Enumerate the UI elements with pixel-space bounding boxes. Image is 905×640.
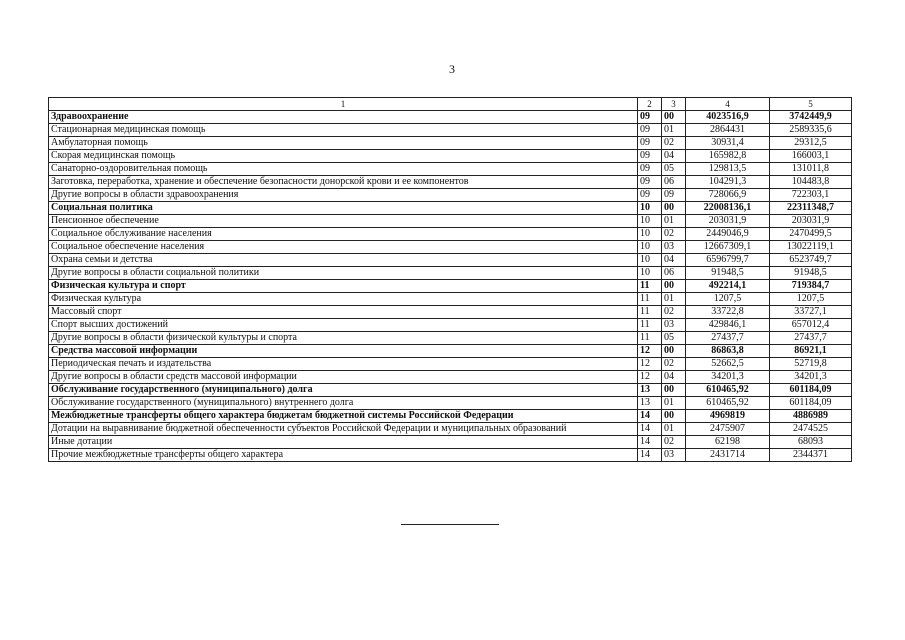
subsection-code-cell: 01 — [662, 423, 686, 436]
table-row — [49, 319, 852, 332]
value-col5-cell: 104483,8 — [770, 176, 852, 189]
column-header-2: 2 — [638, 98, 662, 111]
subsection-code-cell: 02 — [662, 228, 686, 241]
row-name-cell: Охрана семьи и детства — [49, 254, 638, 267]
value-col5-cell: 2589335,6 — [770, 124, 852, 137]
table-row — [49, 111, 852, 124]
table-row — [49, 436, 852, 449]
table-row — [49, 189, 852, 202]
section-code-cell: 11 — [638, 306, 662, 319]
value-col5-cell: 601184,09 — [770, 397, 852, 410]
value-col5-cell: 33727,1 — [770, 306, 852, 319]
subsection-code-cell: 05 — [662, 332, 686, 345]
value-col4-cell: 129813,5 — [686, 163, 770, 176]
value-col4-cell: 86863,8 — [686, 345, 770, 358]
row-name-cell: Другие вопросы в области средств массовой информации — [49, 371, 638, 384]
row-name-cell: Социальное обслуживание населения — [49, 228, 638, 241]
subsection-code-cell: 06 — [662, 267, 686, 280]
section-code-cell: 13 — [638, 397, 662, 410]
subsection-code-cell: 01 — [662, 293, 686, 306]
value-col5-cell: 22311348,7 — [770, 202, 852, 215]
value-col5-cell: 91948,5 — [770, 267, 852, 280]
value-col4-cell: 1207,5 — [686, 293, 770, 306]
section-code-cell: 10 — [638, 241, 662, 254]
row-name-cell: Массовый спорт — [49, 306, 638, 319]
value-col5-cell: 3742449,9 — [770, 111, 852, 124]
section-code-cell: 10 — [638, 202, 662, 215]
value-col4-cell: 2475907 — [686, 423, 770, 436]
section-code-cell: 09 — [638, 111, 662, 124]
table-row — [49, 332, 852, 345]
value-col4-cell: 34201,3 — [686, 371, 770, 384]
table-row — [49, 358, 852, 371]
value-col5-cell: 131011,8 — [770, 163, 852, 176]
value-col4-cell: 91948,5 — [686, 267, 770, 280]
table-row — [49, 293, 852, 306]
row-name-cell: Амбулаторная помощь — [49, 137, 638, 150]
value-col5-cell: 719384,7 — [770, 280, 852, 293]
section-code-cell: 09 — [638, 137, 662, 150]
subsection-code-cell: 06 — [662, 176, 686, 189]
table-row — [49, 306, 852, 319]
value-col4-cell: 2431714 — [686, 449, 770, 462]
value-col5-cell: 657012,4 — [770, 319, 852, 332]
value-col4-cell: 728066,9 — [686, 189, 770, 202]
section-code-cell: 12 — [638, 345, 662, 358]
value-col5-cell: 29312,5 — [770, 137, 852, 150]
section-code-cell: 09 — [638, 124, 662, 137]
section-code-cell: 10 — [638, 215, 662, 228]
subsection-code-cell: 00 — [662, 345, 686, 358]
section-code-cell: 14 — [638, 449, 662, 462]
value-col4-cell: 12667309,1 — [686, 241, 770, 254]
table-row — [49, 254, 852, 267]
value-col5-cell: 722303,1 — [770, 189, 852, 202]
table-row — [49, 150, 852, 163]
table-row — [49, 410, 852, 423]
subsection-code-cell: 09 — [662, 189, 686, 202]
table-row — [49, 280, 852, 293]
table-row — [49, 215, 852, 228]
subsection-code-cell: 02 — [662, 358, 686, 371]
value-col4-cell: 2864431 — [686, 124, 770, 137]
section-code-cell: 13 — [638, 384, 662, 397]
row-name-cell: Социальная политика — [49, 202, 638, 215]
value-col4-cell: 52662,5 — [686, 358, 770, 371]
subsection-code-cell: 02 — [662, 306, 686, 319]
row-name-cell: Заготовка, переработка, хранение и обеспечение безопасности донорской крови и ее компонентов — [49, 176, 638, 189]
section-code-cell: 14 — [638, 410, 662, 423]
section-code-cell: 10 — [638, 254, 662, 267]
value-col4-cell: 610465,92 — [686, 397, 770, 410]
subsection-code-cell: 04 — [662, 150, 686, 163]
row-name-cell: Иные дотации — [49, 436, 638, 449]
subsection-code-cell: 03 — [662, 449, 686, 462]
section-code-cell: 11 — [638, 332, 662, 345]
section-code-cell: 11 — [638, 280, 662, 293]
subsection-code-cell: 04 — [662, 371, 686, 384]
row-name-cell: Здравоохранение — [49, 111, 638, 124]
subsection-code-cell: 01 — [662, 397, 686, 410]
value-col4-cell: 610465,92 — [686, 384, 770, 397]
subsection-code-cell: 03 — [662, 241, 686, 254]
column-header-4: 4 — [686, 98, 770, 111]
table-row — [49, 124, 852, 137]
table-row — [49, 137, 852, 150]
subsection-code-cell: 00 — [662, 410, 686, 423]
value-col5-cell: 1207,5 — [770, 293, 852, 306]
value-col4-cell: 4023516,9 — [686, 111, 770, 124]
row-name-cell: Физическая культура и спорт — [49, 280, 638, 293]
table-row — [49, 371, 852, 384]
row-name-cell: Скорая медицинская помощь — [49, 150, 638, 163]
value-col5-cell: 2344371 — [770, 449, 852, 462]
value-col5-cell: 6523749,7 — [770, 254, 852, 267]
value-col4-cell: 27437,7 — [686, 332, 770, 345]
section-code-cell: 09 — [638, 176, 662, 189]
value-col4-cell: 492214,1 — [686, 280, 770, 293]
row-name-cell: Спорт высших достижений — [49, 319, 638, 332]
value-col4-cell: 4969819 — [686, 410, 770, 423]
row-name-cell: Периодическая печать и издательства — [49, 358, 638, 371]
table-row — [49, 423, 852, 436]
value-col4-cell: 30931,4 — [686, 137, 770, 150]
value-col5-cell: 203031,9 — [770, 215, 852, 228]
section-code-cell: 11 — [638, 319, 662, 332]
section-code-cell: 09 — [638, 163, 662, 176]
closing-line — [401, 524, 499, 525]
value-col5-cell: 86921,1 — [770, 345, 852, 358]
row-name-cell: Социальное обеспечение населения — [49, 241, 638, 254]
row-name-cell: Обслуживание государственного (муниципального) долга — [49, 384, 638, 397]
subsection-code-cell: 03 — [662, 319, 686, 332]
value-col5-cell: 2474525 — [770, 423, 852, 436]
value-col4-cell: 2449046,9 — [686, 228, 770, 241]
table-row — [49, 163, 852, 176]
row-name-cell: Дотации на выравнивание бюджетной обеспеченности субъектов Российской Федерации и муниципальных образований — [49, 423, 638, 436]
value-col5-cell: 27437,7 — [770, 332, 852, 345]
value-col5-cell: 13022119,1 — [770, 241, 852, 254]
value-col4-cell: 203031,9 — [686, 215, 770, 228]
subsection-code-cell: 00 — [662, 111, 686, 124]
subsection-code-cell: 01 — [662, 215, 686, 228]
value-col4-cell: 62198 — [686, 436, 770, 449]
value-col5-cell: 2470499,5 — [770, 228, 852, 241]
section-code-cell: 09 — [638, 150, 662, 163]
section-code-cell: 12 — [638, 358, 662, 371]
value-col5-cell: 68093 — [770, 436, 852, 449]
subsection-code-cell: 00 — [662, 384, 686, 397]
subsection-code-cell: 00 — [662, 280, 686, 293]
subsection-code-cell: 05 — [662, 163, 686, 176]
value-col4-cell: 429846,1 — [686, 319, 770, 332]
section-code-cell: 10 — [638, 228, 662, 241]
table-row — [49, 176, 852, 189]
row-name-cell: Стационарная медицинская помощь — [49, 124, 638, 137]
row-name-cell: Межбюджетные трансферты общего характера бюджетам бюджетной системы Российской Федерации — [49, 410, 638, 423]
column-header-1: 1 — [49, 98, 638, 111]
value-col4-cell: 165982,8 — [686, 150, 770, 163]
row-name-cell: Обслуживание государственного (муниципального) внутреннего долга — [49, 397, 638, 410]
column-header-3: 3 — [662, 98, 686, 111]
row-name-cell: Другие вопросы в области социальной политики — [49, 267, 638, 280]
value-col5-cell: 4886989 — [770, 410, 852, 423]
value-col5-cell: 52719,8 — [770, 358, 852, 371]
subsection-code-cell: 04 — [662, 254, 686, 267]
value-col4-cell: 104291,3 — [686, 176, 770, 189]
section-code-cell: 11 — [638, 293, 662, 306]
section-code-cell: 10 — [638, 267, 662, 280]
section-code-cell: 09 — [638, 189, 662, 202]
budget-table — [48, 97, 852, 462]
column-header-5: 5 — [770, 98, 852, 111]
value-col4-cell: 33722,8 — [686, 306, 770, 319]
subsection-code-cell: 00 — [662, 202, 686, 215]
table-row — [49, 267, 852, 280]
value-col5-cell: 34201,3 — [770, 371, 852, 384]
value-col5-cell: 166003,1 — [770, 150, 852, 163]
value-col5-cell: 601184,09 — [770, 384, 852, 397]
row-name-cell: Санаторно-оздоровительная помощь — [49, 163, 638, 176]
row-name-cell: Другие вопросы в области здравоохранения — [49, 189, 638, 202]
table-row — [49, 397, 852, 410]
table-row — [49, 228, 852, 241]
table-header-row — [49, 98, 852, 111]
table-row — [49, 241, 852, 254]
table-row — [49, 384, 852, 397]
value-col4-cell: 6596799,7 — [686, 254, 770, 267]
row-name-cell: Прочие межбюджетные трансферты общего характера — [49, 449, 638, 462]
table-row — [49, 449, 852, 462]
row-name-cell: Другие вопросы в области физической культуры и спорта — [49, 332, 638, 345]
table-row — [49, 202, 852, 215]
page-number: 3 — [449, 62, 455, 76]
value-col4-cell: 22008136,1 — [686, 202, 770, 215]
row-name-cell: Физическая культура — [49, 293, 638, 306]
table-row — [49, 345, 852, 358]
section-code-cell: 12 — [638, 371, 662, 384]
row-name-cell: Пенсионное обеспечение — [49, 215, 638, 228]
row-name-cell: Средства массовой информации — [49, 345, 638, 358]
section-code-cell: 14 — [638, 436, 662, 449]
subsection-code-cell: 02 — [662, 436, 686, 449]
subsection-code-cell: 01 — [662, 124, 686, 137]
section-code-cell: 14 — [638, 423, 662, 436]
subsection-code-cell: 02 — [662, 137, 686, 150]
